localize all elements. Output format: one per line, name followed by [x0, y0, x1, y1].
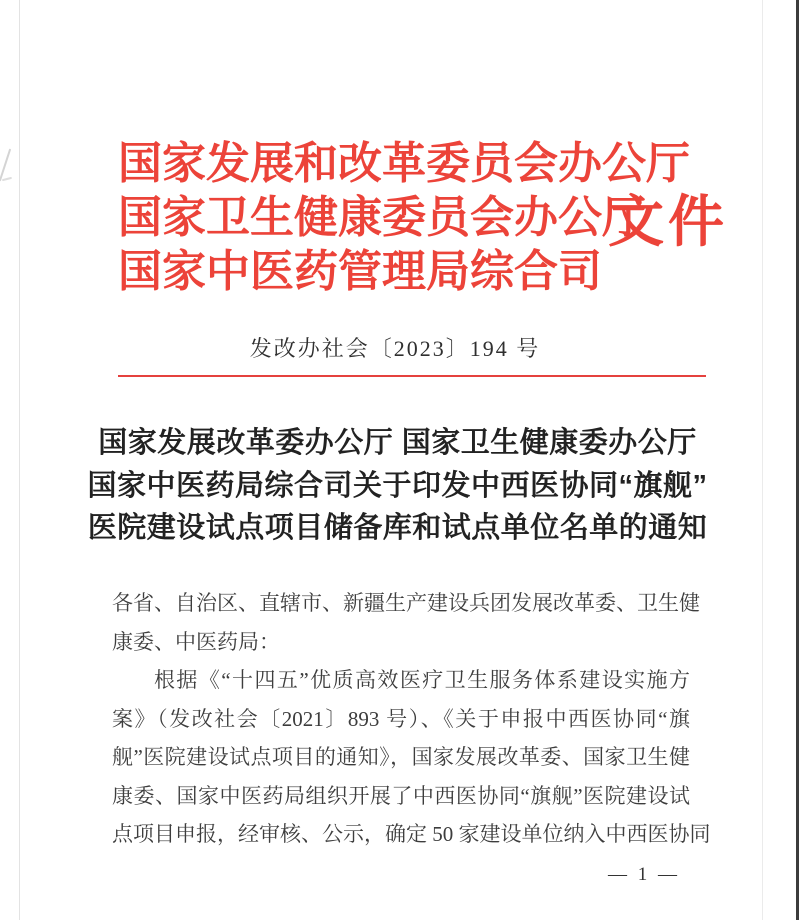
- red-separator-rule: [118, 375, 706, 377]
- page-number: — 1 —: [608, 864, 680, 885]
- paragraph-line-3: 舰”医院建设试点项目的通知》，国家发展改革委、国家卫生健: [112, 745, 690, 769]
- document-title: [50, 422, 745, 550]
- letterhead-line-ndrc: 国家发展和改革委员会办公厅: [118, 139, 690, 188]
- doc-number: 发改办社会〔2023〕194 号: [249, 336, 541, 361]
- title-line-1: 国家发展改革委办公厅 国家卫生健康委办公厅: [98, 427, 697, 459]
- paragraph-line-5: 点项目申报，经审核、公示，确定 50 家建设单位纳入中西医协同: [112, 822, 711, 846]
- salutation-line-2: 康委、中医药局：: [112, 629, 280, 654]
- letterhead: [118, 137, 728, 299]
- letterhead-line-nhc: 国家卫生健康委员会办公厅: [118, 193, 646, 242]
- title-line-3: 医院建设试点项目储备库和试点单位名单的通知: [87, 512, 708, 544]
- scan-edge-line-right: [762, 0, 763, 920]
- scan-dark-edge-right: [796, 0, 799, 920]
- letterhead-line-tcm: 国家中医药管理局综合司: [118, 247, 602, 296]
- paragraph-line-1: 根据《“十四五”优质高效医疗卫生服务体系建设实施方: [154, 668, 690, 692]
- scan-smudge-artifact: [2, 177, 12, 181]
- salutation-line-1: 各省、自治区、直辖市、新疆生产建设兵团发展改革委、卫生健: [112, 591, 700, 615]
- paragraph-line-4: 康委、国家中医药局组织开展了中西医协同“旗舰”医院建设试: [112, 783, 690, 808]
- paragraph-line-2: 案》（发改社会〔2021〕893 号）、《关于申报中西医协同“旗: [112, 706, 690, 731]
- title-line-2: 国家中医药局综合司关于印发中西医协同“旗舰”: [87, 469, 708, 502]
- scan-edge-line-left: [19, 0, 20, 920]
- doc-type-label: 文件: [608, 192, 728, 254]
- document-body: [112, 584, 711, 854]
